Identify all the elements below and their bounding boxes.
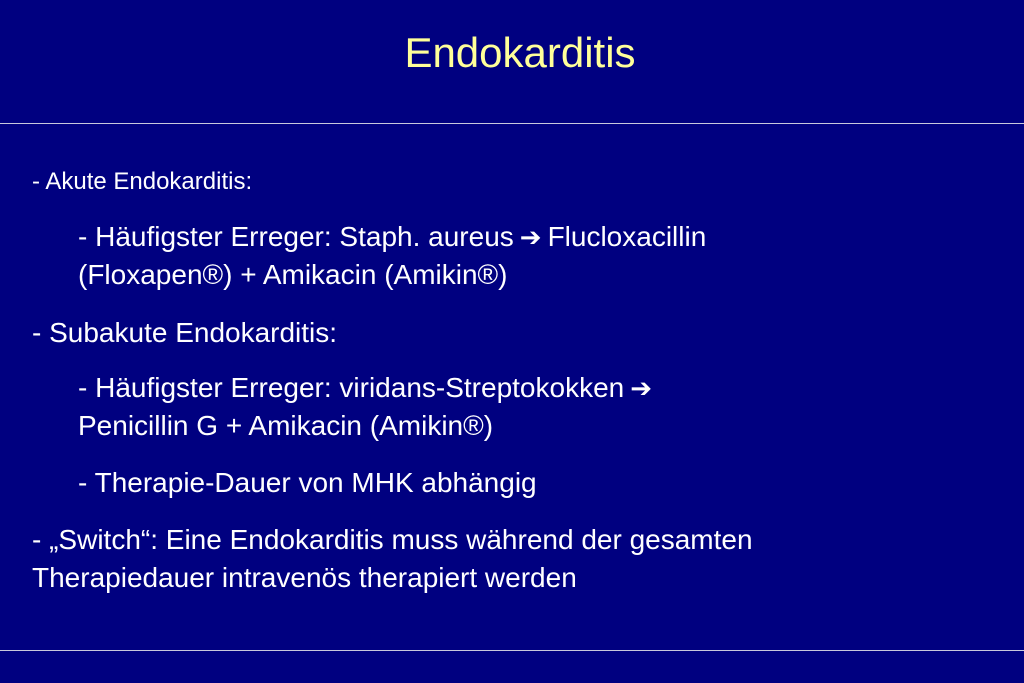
bullet-acute-heading: - Akute Endokarditis: [32,168,253,195]
right-arrow-icon: ➔ [630,373,653,403]
bullet-switch-continued: Therapiedauer intravenös therapiert werden [32,562,577,593]
acute-therapy-text: Flucloxacillin [547,221,707,252]
bullet-switch: - „Switch“: Eine Endokarditis muss während der gesamten [32,524,753,555]
bullet-subacute-therapy: Penicillin G + Amikacin (Amikin®) [78,410,494,441]
bullet-subacute-duration: - Therapie-Dauer von MHK abhängig [78,467,537,498]
bullet-acute-pathogen [78,218,706,256]
top-divider [0,123,1024,124]
bullet-acute-therapy-continued: (Floxapen®) + Amikacin (Amikin®) [78,259,508,290]
bullet-subacute-pathogen [78,369,658,407]
bottom-divider [0,650,1024,651]
bullet-subacute-heading: - Subakute Endokarditis: [32,317,338,348]
right-arrow-icon: ➔ [519,222,542,252]
subacute-pathogen-text: - Häufigster Erreger: viridans-Streptokokken [78,372,625,403]
acute-pathogen-text: - Häufigster Erreger: Staph. aureus [78,221,514,252]
slide-title: Endokarditis [404,29,636,76]
